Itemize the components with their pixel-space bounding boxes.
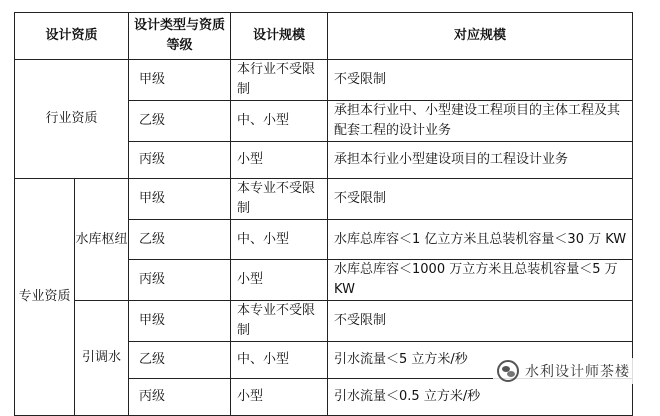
specialty-label: 专业资质 (15, 179, 75, 416)
scope-cell: 不受限制 (328, 179, 633, 220)
scope-cell: 不受限制 (328, 60, 633, 101)
group-label-reservoir: 水库枢纽 (75, 179, 129, 301)
header-qualification: 设计资质 (15, 13, 129, 60)
table-row (15, 179, 633, 220)
scope-cell: 引水流量＜0.5 立方米/秒 (328, 379, 633, 416)
scope-cell: 引水流量＜5 立方米/秒 (328, 342, 633, 379)
header-row (15, 13, 633, 60)
grade-cell: 丙级 (129, 379, 231, 416)
grade-cell: 甲级 (129, 301, 231, 342)
group-label-diversion: 引调水 (75, 301, 129, 416)
scale-cell: 中、小型 (231, 220, 328, 260)
scale-cell: 小型 (231, 142, 328, 179)
scope-cell: 水库总库容＜1 亿立方米且总装机容量＜30 万 KW (328, 220, 633, 260)
scope-cell: 不受限制 (328, 301, 633, 342)
watermark-text: 水利设计师茶楼 (525, 364, 630, 380)
scale-cell: 小型 (231, 379, 328, 416)
scale-cell: 中、小型 (231, 342, 328, 379)
wechat-logo-icon (497, 360, 519, 382)
scope-cell: 承担本行业小型建设项目的工程设计业务 (328, 142, 633, 179)
header-scope: 对应规模 (328, 13, 633, 60)
grade-cell: 乙级 (129, 220, 231, 260)
grade-cell: 丙级 (129, 142, 231, 179)
grade-cell: 乙级 (129, 101, 231, 142)
watermark (493, 358, 634, 384)
scale-cell: 小型 (231, 260, 328, 301)
industry-label: 行业资质 (15, 60, 129, 179)
scale-cell: 本行业不受限制 (231, 60, 328, 101)
grade-cell: 甲级 (129, 60, 231, 101)
header-type-grade: 设计类型与资质等级 (129, 13, 231, 60)
qualification-table (14, 12, 633, 416)
scale-cell: 中、小型 (231, 101, 328, 142)
grade-cell: 乙级 (129, 342, 231, 379)
table-row (15, 301, 633, 342)
scope-cell: 承担本行业中、小型建设工程项目的主体工程及其配套工程的设计业务 (328, 101, 633, 142)
header-scale: 设计规模 (231, 13, 328, 60)
table-row (15, 60, 633, 101)
scale-cell: 本专业不受限制 (231, 301, 328, 342)
scale-cell: 本专业不受限制 (231, 179, 328, 220)
scope-cell: 水库总库容＜1000 万立方米且总装机容量＜5 万 KW (328, 260, 633, 301)
grade-cell: 丙级 (129, 260, 231, 301)
grade-cell: 甲级 (129, 179, 231, 220)
